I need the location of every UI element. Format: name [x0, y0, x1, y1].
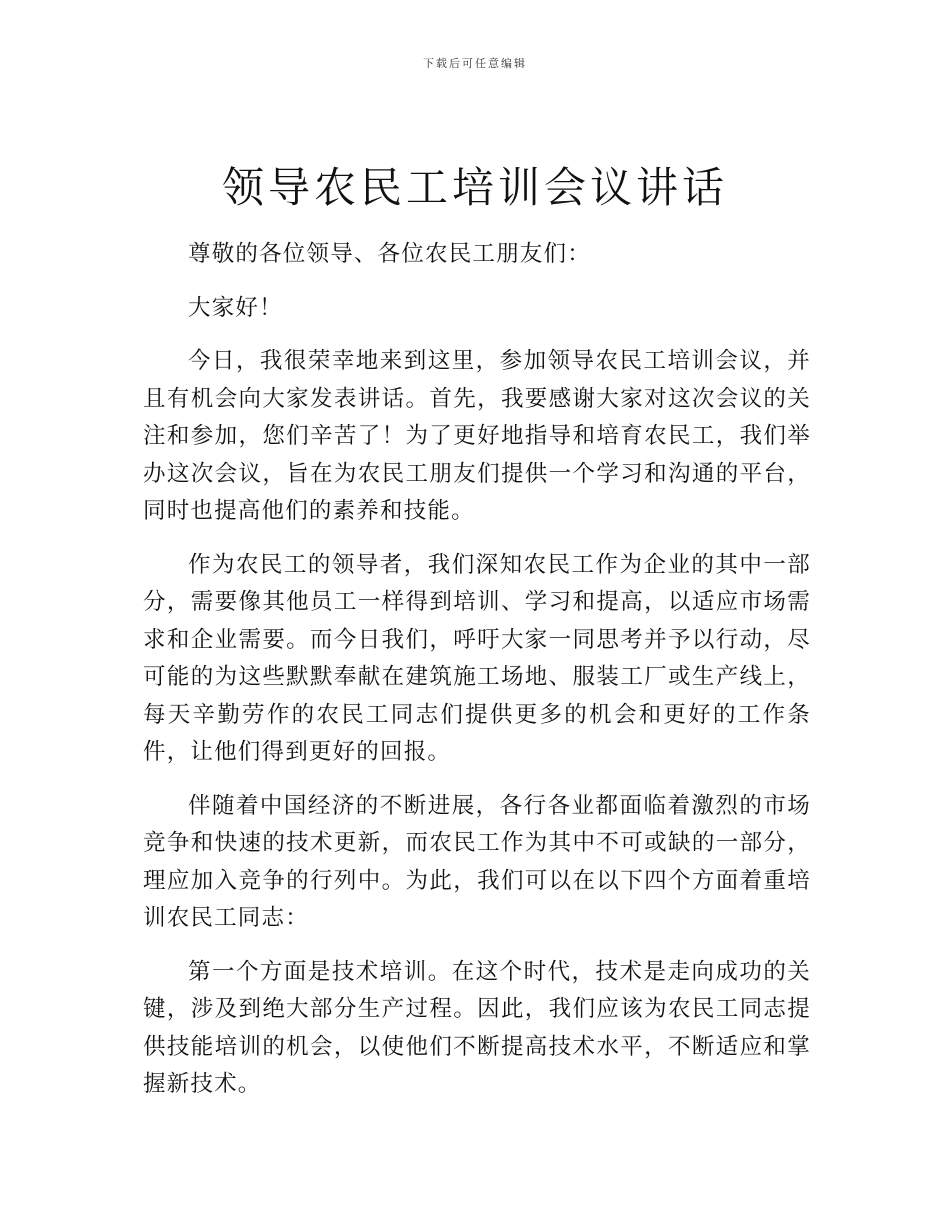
body-paragraph: 今日，我很荣幸地来到这里，参加领导农民工培训会议，并且有机会向大家发表讲话。首先，我要感谢大家对这次会议的关注和参加，您们辛苦了！为了更好地指导和培育农民工，我们举办这次会议，旨在为农民工朋友们提供一个学习和沟通的平台，同时也提高他们的素养和技能。 [143, 348, 811, 524]
greeting-paragraph: 大家好！ [188, 294, 283, 321]
document-title: 领导农民工培训会议讲话 [221, 163, 728, 212]
body-paragraph: 第一个方面是技术培训。在这个时代，技术是走向成功的关键，涉及到绝大部分生产过程。因此，我们应该为农民工同志提供技能培训的机会，以使他们不断提高技术水平，不断适应和掌握新技术。 [143, 958, 811, 1097]
body-paragraph: 伴随着中国经济的不断进展，各行各业都面临着激烈的市场竞争和快速的技术更新，而农民工作为其中不可或缺的一部分，理应加入竞争的行列中。为此，我们可以在以下四个方面着重培训农民工同志： [143, 792, 811, 931]
body-paragraph: 作为农民工的领导者，我们深知农民工作为企业的其中一部分，需要像其他员工一样得到培训、学习和提高，以适应市场需求和企业需要。而今日我们，呼吁大家一同思考并予以行动，尽可能的为这些默默奉献在建筑施工场地、服装工厂或生产线上，每天辛勤劳作的农民工同志们提供更多的机会和更好的工作条件，让他们得到更好的回报。 [143, 551, 811, 765]
page-header: 下载后可任意编辑 [423, 57, 527, 70]
document-body [143, 236, 811, 1120]
salutation-paragraph: 尊敬的各位领导、各位农民工朋友们： [188, 241, 591, 267]
